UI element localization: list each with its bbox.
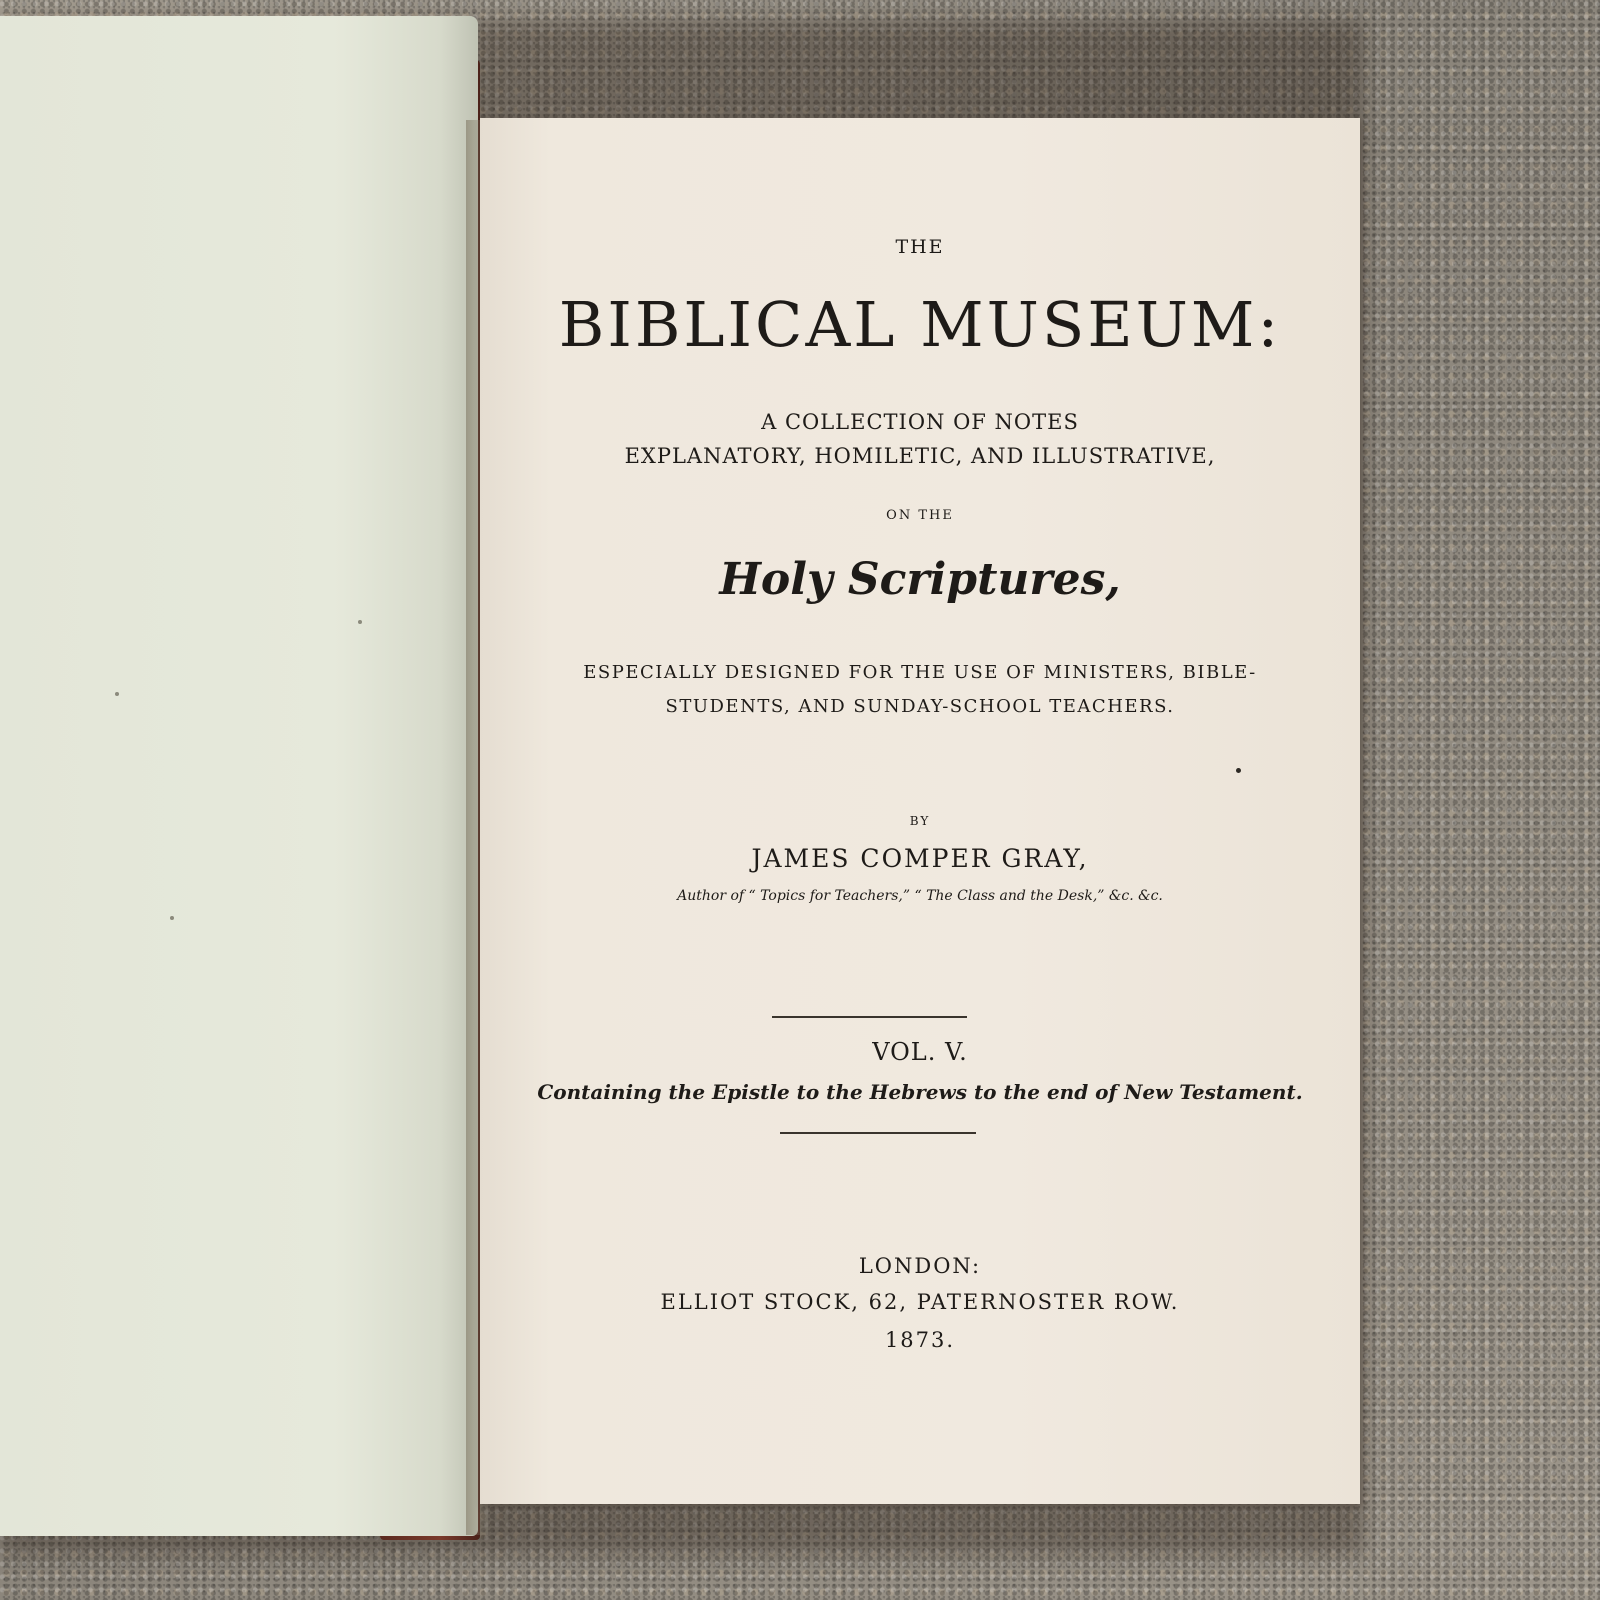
volume-contents: Containing the Epistle to the Hebrews to the end of New Testament. [537,1080,1303,1104]
title-article: THE [895,236,945,258]
volume-number: VOL. V. [872,1038,968,1066]
audience-line-1: ESPECIALLY DESIGNED FOR THE USE OF MINISTERS, BIBLE- [583,662,1257,683]
left-blank-page [0,16,478,1536]
divider-rule-top [772,1016,967,1018]
subtitle-line-1: A COLLECTION OF NOTES [761,410,1079,434]
holy-scriptures-heading: Holy Scriptures, [719,554,1121,605]
author-credits: Author of “ Topics for Teachers,” “ The Class and the Desk,” &c. &c. [677,888,1163,904]
paper-speck [358,620,362,624]
divider-rule-bottom [780,1132,976,1134]
paper-speck [115,692,119,696]
book-title: BIBLICAL MUSEUM: [558,288,1282,361]
publication-city: LONDON: [858,1254,982,1278]
subtitle-line-2: EXPLANATORY, HOMILETIC, AND ILLUSTRATIVE, [624,444,1216,468]
paper-speck [170,916,174,920]
publisher-address: ELLIOT STOCK, 62, PATERNOSTER ROW. [660,1290,1180,1314]
author-name: JAMES COMPER GRAY, [751,844,1089,873]
paper-speck [1236,768,1241,773]
audience-line-2: STUDENTS, AND SUNDAY-SCHOOL TEACHERS. [665,696,1175,717]
title-page [480,118,1360,1504]
publication-year: 1873. [884,1328,956,1352]
on-the-text: ON THE [886,508,954,523]
by-text: BY [909,814,931,828]
